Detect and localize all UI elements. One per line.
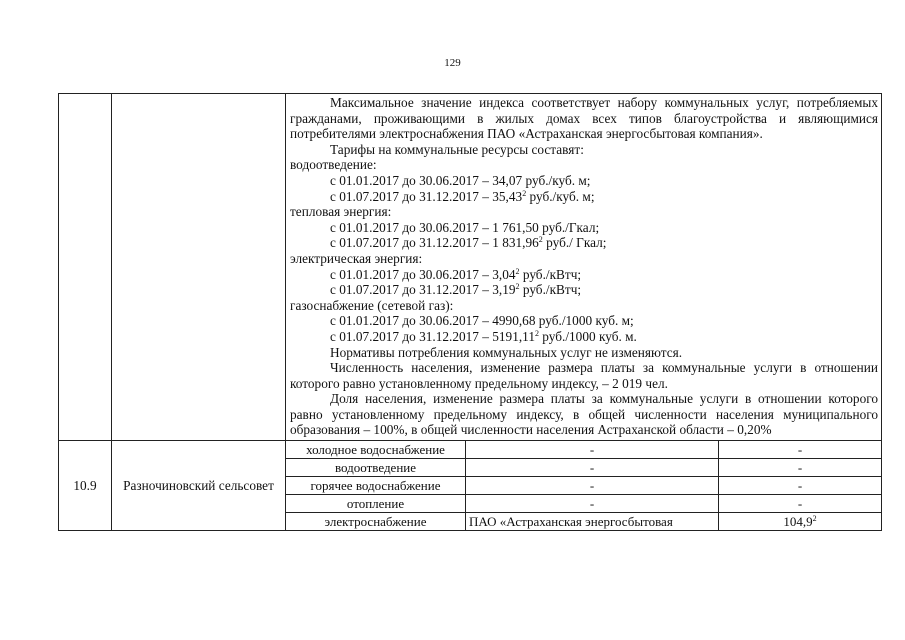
electricity-tariff-1: с 01.01.2017 до 30.06.2017 – 3,04$^2$ руб./кВтч;	[330, 266, 582, 282]
electricity-label: электрическая энергия:	[290, 250, 423, 266]
tariff-table	[58, 93, 882, 531]
gas-tariff-2: с 01.07.2017 до 31.12.2017 – 5191,11$^2$ руб./1000 куб. м.	[330, 328, 637, 344]
empty-number-cell	[59, 94, 112, 441]
service-name: отопление	[286, 495, 466, 513]
index-value: -	[719, 477, 882, 495]
organization-cell: -	[466, 477, 719, 495]
service-name: электроснабжение	[286, 513, 466, 531]
organization-cell: -	[466, 441, 719, 459]
organization-cell: -	[466, 495, 719, 513]
gas-label: газоснабжение (сетевой газ):	[290, 297, 454, 313]
water-disposal-label: водоотведение:	[290, 157, 377, 173]
entry-number: 10.9	[59, 441, 112, 531]
population-share-paragraph: Доля населения, изменение размера платы за коммунальные услуги в отношении которого равно установленному предельному индексу, в общей численности населения муниципального образования – 100%, в общей численности населения Астраханской области – 0,20%	[290, 391, 878, 438]
index-value: -	[719, 441, 882, 459]
tariffs-intro: Тарифы на коммунальные ресурсы составят:	[330, 141, 584, 157]
service-name: холодное водоснабжение	[286, 441, 466, 459]
population-paragraph: Численность населения, изменение размера платы за коммунальные услуги в отношении которого равно установленному предельному индексу, – 2 019 чел.	[290, 360, 878, 391]
water-disposal-tariff-2: с 01.07.2017 до 31.12.2017 – 35,43$^2$ руб./куб. м;	[330, 188, 595, 204]
table-row	[59, 441, 882, 459]
description-cell	[286, 94, 882, 441]
page-number: 129	[444, 57, 461, 69]
heat-tariff-1: с 01.01.2017 до 30.06.2017 – 1 761,50 руб./Гкал;	[330, 219, 600, 235]
gas-tariff-1: с 01.01.2017 до 30.06.2017 – 4990,68 руб./1000 куб. м;	[330, 313, 634, 329]
index-value: 104,9$^2$	[719, 513, 882, 531]
service-name: водоотведение	[286, 459, 466, 477]
electricity-tariff-2: с 01.07.2017 до 31.12.2017 – 3,19$^2$ руб./кВтч;	[330, 282, 582, 298]
water-disposal-tariff-1: с 01.01.2017 до 30.06.2017 – 34,07 руб./куб. м;	[330, 172, 591, 188]
empty-name-cell	[112, 94, 286, 441]
municipality-name: Разночиновский сельсовет	[112, 441, 286, 531]
organization-cell: -	[466, 459, 719, 477]
index-value: -	[719, 495, 882, 513]
index-value: -	[719, 459, 882, 477]
service-name: горячее водоснабжение	[286, 477, 466, 495]
max-index-paragraph: Максимальное значение индекса соответствует набору коммунальных услуг, потребляемых гражданами, проживающими в жилых домах всех типов благоустройства и являющимися потребителями электроснабжения ПАО «Астраханская энергосбытовая компания».	[290, 95, 878, 142]
norms-paragraph: Нормативы потребления коммунальных услуг не изменяются.	[330, 344, 683, 360]
organization-cell: ПАО «Астраханская энергосбытовая	[466, 513, 719, 531]
heat-label: тепловая энергия:	[290, 204, 392, 220]
heat-tariff-2: с 01.07.2017 до 31.12.2017 – 1 831,96$^2$ руб./ Гкал;	[330, 235, 607, 251]
text-row	[59, 94, 882, 441]
